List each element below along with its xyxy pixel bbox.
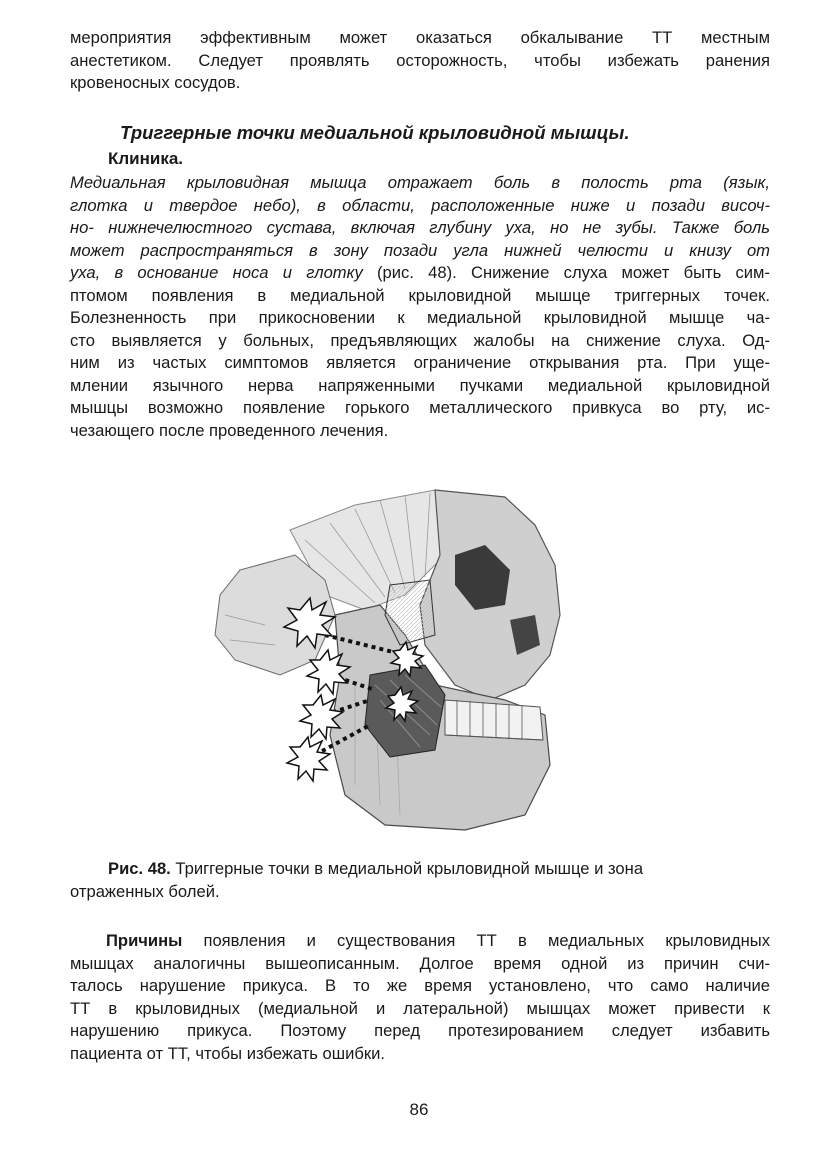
clinic-paragraph [70, 172, 770, 442]
figure-caption-label: Рис. 48. [108, 859, 171, 878]
section-title: Триггерные точки медиальной крыловидной мышцы. [120, 122, 630, 143]
page-number: 86 [409, 1100, 429, 1119]
figure-caption [70, 857, 770, 903]
text-line: птомом появления в медиальной крыловидной мышце триггерных точек. [70, 285, 770, 305]
text-line: нарушению прикуса. Поэтому перед протезированием следует избавить [70, 1021, 770, 1040]
text-line: мышцах аналогичны вышеописанным. Долгое время одной из причин счи- [70, 953, 770, 973]
figure-caption-text: отраженных болей. [70, 882, 220, 901]
text-line: кровеносных сосудов. [70, 73, 241, 92]
text-line: ТТ в крыловидных (медиальной и латеральной) мышцах может привести к [70, 998, 770, 1018]
text-line: может распространяться в зону позади угла нижней челюсти и книзу от [70, 240, 770, 260]
text-line: мероприятия эффективным может оказаться обкалывание ТТ местным [70, 28, 770, 47]
text-line: мышцы возможно появление горького металлического привкуса во рту, ис- [70, 398, 770, 417]
text-line: Медиальная крыловидная мышца отражает боль в полость рта (язык, [70, 173, 770, 192]
text-line: но- нижнечелюстного сустава, включая глубину уха, но не зубы. Также боль [70, 218, 770, 237]
text-line: пациента от ТТ, чтобы избежать ошибки. [70, 1043, 386, 1063]
text-line: сто выявляется у больных, предъявляющих жалобы на снижение слуха. Од- [70, 330, 770, 350]
text-line: уха, в основание носа и глотку (рис. 48). Снижение слуха может быть сим- [70, 263, 770, 282]
figure-caption-text: Триггерные точки в медиальной крыловидной мышце и зона [170, 859, 644, 878]
text-line: Болезненность при прикосновении к медиальной крыловидной мышце ча- [70, 308, 770, 327]
cranium [420, 490, 560, 700]
text-line: талось нарушение прикуса. В то же время установлено, что само наличие [70, 976, 770, 995]
text-line: млении язычного нерва напряженными пучками медиальной крыловидной [70, 375, 770, 395]
text-line: глотка и твердое небо), в области, расположенные ниже и позади височ- [70, 195, 770, 215]
text-line: чезающего после проведенного лечения. [70, 420, 389, 440]
intro-paragraph [70, 27, 770, 95]
teeth [445, 700, 543, 740]
text-line: анестетиком. Следует проявлять осторожность, чтобы избежать ранения [70, 50, 770, 70]
section-subtitle: Клиника. [108, 149, 184, 168]
text-line: Причины появления и существования ТТ в медиальных крыловидных [106, 931, 770, 950]
starburst-icon [287, 737, 330, 781]
causes-paragraph [70, 930, 770, 1065]
skull-illustration [205, 485, 585, 845]
text-line: ним из частых симптомов является ограничение открывания рта. При уще- [70, 353, 770, 372]
